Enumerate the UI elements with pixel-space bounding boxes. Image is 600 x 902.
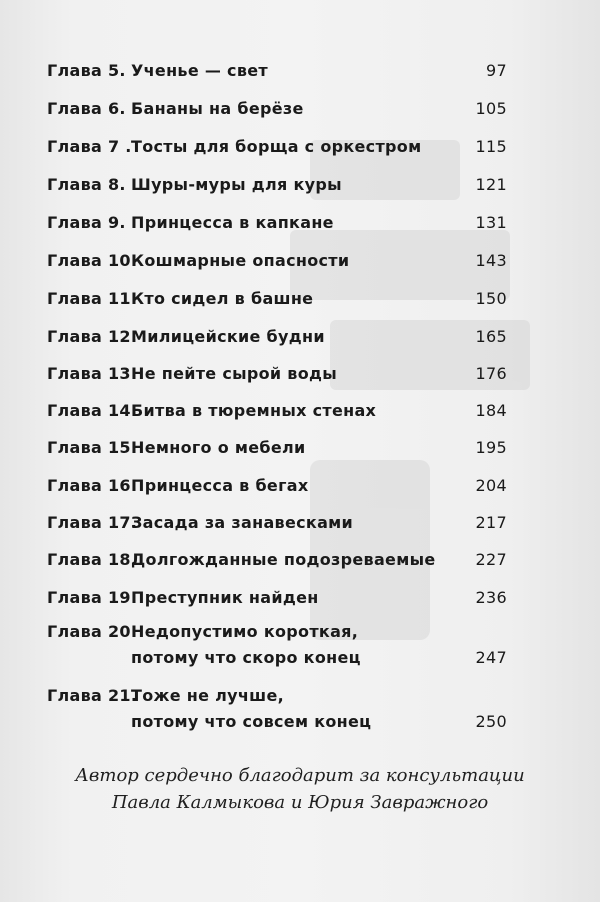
chapter-title: Тоже не лучше, <box>131 686 284 705</box>
chapter-title: Шуры-муры для куры <box>131 175 342 194</box>
toc-entry[interactable] <box>47 213 507 243</box>
chapter-label: Глава 18. <box>47 550 138 569</box>
toc-entry[interactable] <box>47 364 507 394</box>
toc-entry[interactable] <box>47 622 507 678</box>
toc-entry[interactable] <box>47 401 507 431</box>
chapter-title: Кошмарные опасности <box>131 251 350 270</box>
chapter-page-number: 115 <box>475 137 507 156</box>
chapter-title: Немного о мебели <box>131 438 306 457</box>
chapter-label: Глава 16. <box>47 476 138 495</box>
chapter-label: Глава 7 . <box>47 137 132 156</box>
toc-entry[interactable] <box>47 476 507 506</box>
toc-entry[interactable] <box>47 550 507 580</box>
toc-entry[interactable] <box>47 61 507 91</box>
toc-entry[interactable] <box>47 513 507 543</box>
chapter-label: Глава 17. <box>47 513 138 532</box>
chapter-label: Глава 9. <box>47 213 126 232</box>
chapter-label: Глава 11. <box>47 289 138 308</box>
chapter-label: Глава 15. <box>47 438 138 457</box>
chapter-page-number: 97 <box>486 61 507 80</box>
chapter-label: Глава 13. <box>47 364 138 383</box>
chapter-title: Недопустимо короткая, <box>131 622 359 641</box>
chapter-title: Преступник найден <box>131 588 319 607</box>
chapter-title: Засада за занавесками <box>131 513 354 532</box>
chapter-page-number: 204 <box>475 476 507 495</box>
chapter-page-number: 217 <box>475 513 507 532</box>
chapter-label: Глава 14. <box>47 401 138 420</box>
chapter-page-number: 105 <box>475 99 507 118</box>
chapter-page-number: 247 <box>475 648 507 667</box>
toc-entry[interactable] <box>47 175 507 205</box>
chapter-label: Глава 21. <box>47 686 138 705</box>
chapter-page-number: 250 <box>475 712 507 731</box>
chapter-page-number: 227 <box>475 550 507 569</box>
chapter-title: Тосты для борща с оркестром <box>131 137 422 156</box>
chapter-page-number: 176 <box>475 364 507 383</box>
toc-entry[interactable] <box>47 588 507 618</box>
toc-entry[interactable] <box>47 137 507 167</box>
toc-entry[interactable] <box>47 251 507 281</box>
chapter-title: Кто сидел в башне <box>131 289 314 308</box>
toc-entry[interactable] <box>47 99 507 129</box>
chapter-page-number: 184 <box>475 401 507 420</box>
chapter-title: Не пейте сырой воды <box>131 364 338 383</box>
chapter-page-number: 165 <box>475 327 507 346</box>
chapter-label: Глава 6. <box>47 99 126 118</box>
toc-entry[interactable] <box>47 327 507 357</box>
chapter-label: Глава 8. <box>47 175 126 194</box>
chapter-title: Долгожданные подозреваемые <box>131 550 436 569</box>
chapter-title: Принцесса в бегах <box>131 476 309 495</box>
chapter-title: Милицейские будни <box>131 327 325 346</box>
chapter-title: Принцесса в капкане <box>131 213 334 232</box>
toc-entry[interactable] <box>47 289 507 319</box>
chapter-page-number: 150 <box>475 289 507 308</box>
chapter-title: Ученье — свет <box>131 61 268 80</box>
chapter-title: Битва в тюремных стенах <box>131 401 377 420</box>
chapter-label: Глава 12. <box>47 327 138 346</box>
chapter-label: Глава 19. <box>47 588 138 607</box>
chapter-title-continued: потому что совсем конец <box>131 712 372 731</box>
chapter-page-number: 236 <box>475 588 507 607</box>
chapter-label: Глава 20. <box>47 622 138 641</box>
chapter-title-continued: потому что скоро конец <box>131 648 361 667</box>
chapter-label: Глава 5. <box>47 61 126 80</box>
chapter-page-number: 195 <box>475 438 507 457</box>
chapter-label: Глава 10. <box>47 251 138 270</box>
chapter-page-number: 121 <box>475 175 507 194</box>
acknowledgement <box>0 762 600 816</box>
chapter-page-number: 131 <box>475 213 507 232</box>
toc-entry[interactable] <box>47 438 507 468</box>
acknowledgement-line-2: Павла Калмыкова и Юрия Завражного <box>111 792 489 813</box>
chapter-title: Бананы на берёзе <box>131 99 304 118</box>
acknowledgement-line-1: Автор сердечно благодарит за консультации <box>75 765 525 786</box>
chapter-page-number: 143 <box>475 251 507 270</box>
toc-entry[interactable] <box>47 686 507 742</box>
